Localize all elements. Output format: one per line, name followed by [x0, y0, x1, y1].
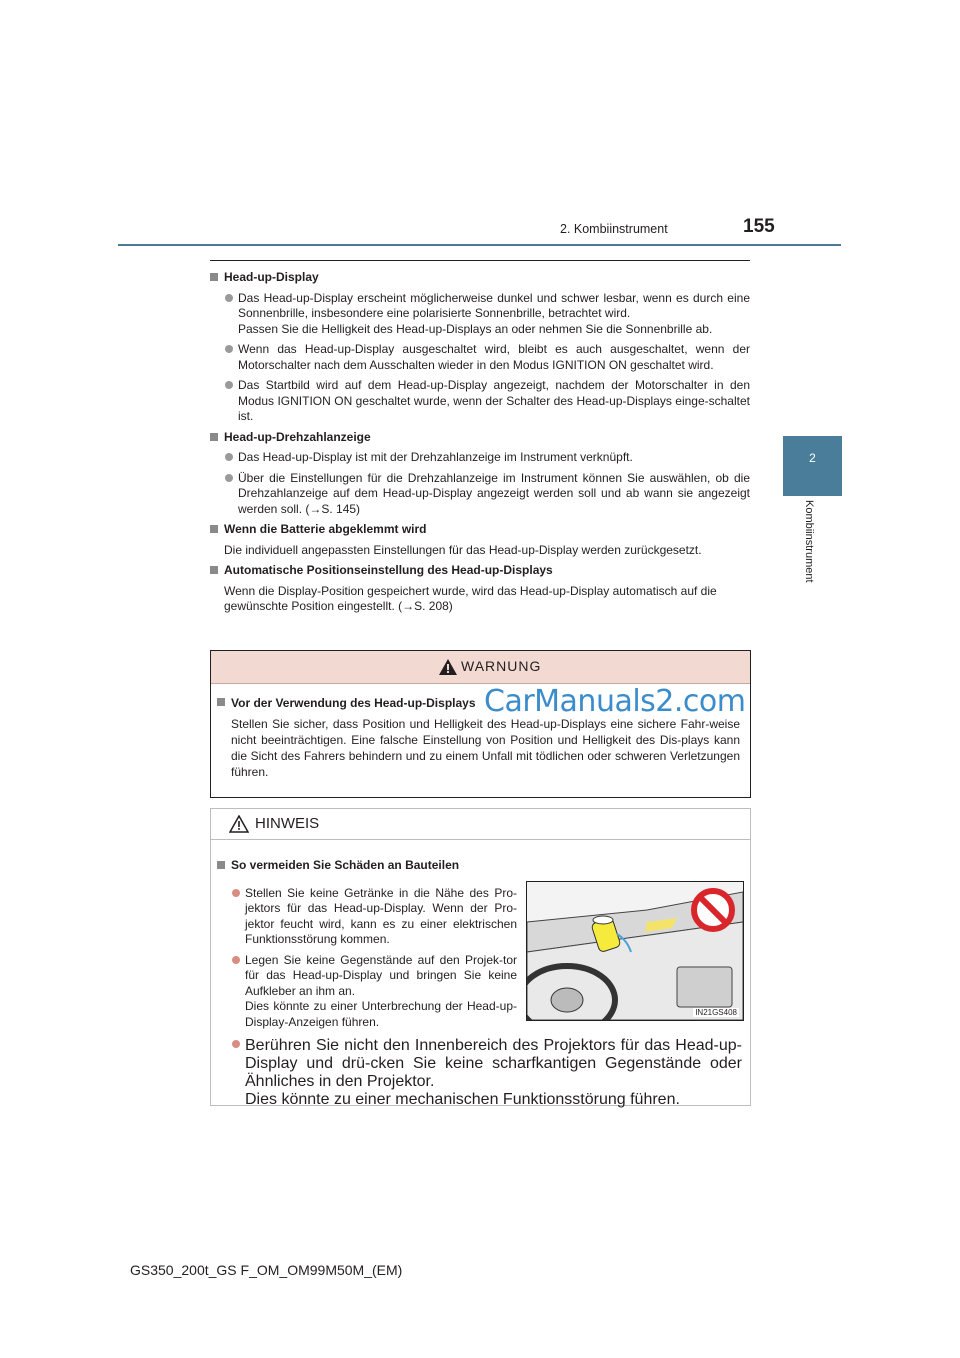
warning-heading: WARNUNG: [461, 658, 542, 674]
warning-text: Stellen Sie sicher, dass Position und Helligkeit des Head-up-Displays eine sichere Fahr-weise nicht beeinträchtigen. Eine falsche Einstellung von Position und Helligkeit des Dis-plays kann die Sicht des Fahrers behindern und zu einem Unfall mit tödlichen oder schweren Verletzungen führen.: [231, 717, 740, 779]
bullet-item: Das Head-up-Display ist mit der Drehzahlanzeige im Instrument verknüpft.: [210, 450, 750, 466]
notice-box: [210, 808, 751, 1106]
main-content: [210, 266, 750, 620]
bullet-item: Über die Einstellungen für die Drehzahlanzeige im Instrument können Sie auswählen, ob die Drehzahlanzeige auf dem Head-up-Display angezeigt werden soll und ab wann sie angezeigt werden soll. (→S. 145): [210, 471, 750, 518]
square-bullet-icon: [210, 273, 218, 281]
chapter-tab[interactable]: [783, 436, 842, 496]
section-text: Wenn die Display-Position gespeichert wurde, wird das Head-up-Display automatisch auf die gewünschte Position eingestellt. (→S. 208): [224, 583, 717, 613]
dashboard-illustration: [527, 882, 743, 1020]
notice-title: So vermeiden Sie Schäden an Bauteilen: [217, 858, 742, 874]
caution-triangle-icon: [229, 815, 249, 833]
bullet-item: Legen Sie keine Gegenstände auf den Projek-tor für das Head-up-Display und bringen Sie keine Aufkleber an ihm an. Dies könnte zu einer Unterbrechung der Head-up-Display-Anzeigen führen.: [217, 953, 517, 1031]
chapter-tab-number: 2: [809, 451, 816, 465]
notice-header: [211, 809, 750, 840]
watermark-link[interactable]: CarManuals2.com: [484, 684, 746, 719]
square-bullet-icon: [217, 698, 225, 706]
circle-bullet-icon: [225, 474, 233, 482]
content-top-rule: [210, 260, 750, 261]
square-bullet-icon: [217, 861, 225, 869]
chapter-tab-label: Kombiinstrument: [803, 500, 815, 583]
circle-bullet-icon: [225, 345, 233, 353]
page-number: 155: [743, 216, 775, 237]
circle-bullet-icon: [225, 381, 233, 389]
image-code: IN21GS408: [695, 1008, 737, 1017]
square-bullet-icon: [210, 566, 218, 574]
warning-title: Vor der Verwendung des Head-up-Displays: [217, 695, 740, 711]
circle-bullet-icon: [232, 889, 240, 897]
bullet-item: Berühren Sie nicht den Innenbereich des Projektors für das Head-up-Display und drü-cken Sie keine scharfkantigen Gegenstände oder Ähnliches in den Projektor. Dies könnte zu einer mechanischen Funktionsstörung führen.: [217, 1037, 742, 1109]
circle-bullet-icon: [232, 956, 240, 964]
document-id-footer: GS350_200t_GS F_OM_OM99M50M_(EM): [130, 1262, 403, 1278]
bullet-item: Wenn das Head-up-Display ausgeschaltet wird, bleibt es auch ausgeschaltet, wenn der Motorschalter nach dem Ausschalten wieder in den Modus IGNITION ON geschaltet wird.: [210, 342, 750, 373]
notice-heading: HINWEIS: [255, 815, 320, 832]
bullet-item: Das Startbild wird auf dem Head-up-Display angezeigt, nachdem der Motorschalter in den Modus IGNITION ON geschaltet wurde, wenn der Schalter des Head-up-Displays einge-schaltet ist.: [210, 378, 750, 425]
notice-left-column: [217, 886, 517, 1031]
bullet-item: Stellen Sie keine Getränke in die Nähe des Pro-jektors für das Head-up-Display. Wenn der Pro-jektor feucht wird, kann es zu einer elektrischen Funktionsstörung kommen.: [217, 886, 517, 948]
warning-box: [210, 650, 751, 798]
warning-header: [211, 651, 750, 684]
section-text: Die individuell angepassten Einstellungen für das Head-up-Display werden zurückgesetzt.: [224, 542, 702, 557]
square-bullet-icon: [210, 433, 218, 441]
circle-bullet-icon: [225, 294, 233, 302]
section-heading: Automatische Positionseinstellung des Head-up-Displays: [210, 563, 750, 579]
section-heading: Wenn die Batterie abgeklemmt wird: [210, 522, 750, 538]
square-bullet-icon: [210, 525, 218, 533]
warning-triangle-icon: [439, 659, 457, 675]
header-rule: [118, 244, 841, 246]
chapter-title: 2. Kombiinstrument: [560, 222, 668, 236]
section-heading: Head-up-Display: [210, 270, 750, 286]
circle-bullet-icon: [225, 453, 233, 461]
notice-bottom: [217, 1037, 742, 1114]
projector-illustration: [526, 881, 744, 1021]
bullet-item: Das Head-up-Display erscheint möglicherweise dunkel und schwer lesbar, wenn es durch eine Sonnenbrille, insbesondere eine polarisierte Sonnenbrille, betrachtet wird. Passen Sie die Helligkeit des Head-up-Displays an oder nehmen Sie die Sonnenbrille ab.: [210, 291, 750, 338]
circle-bullet-icon: [232, 1040, 240, 1048]
section-heading: Head-up-Drehzahlanzeige: [210, 430, 750, 446]
